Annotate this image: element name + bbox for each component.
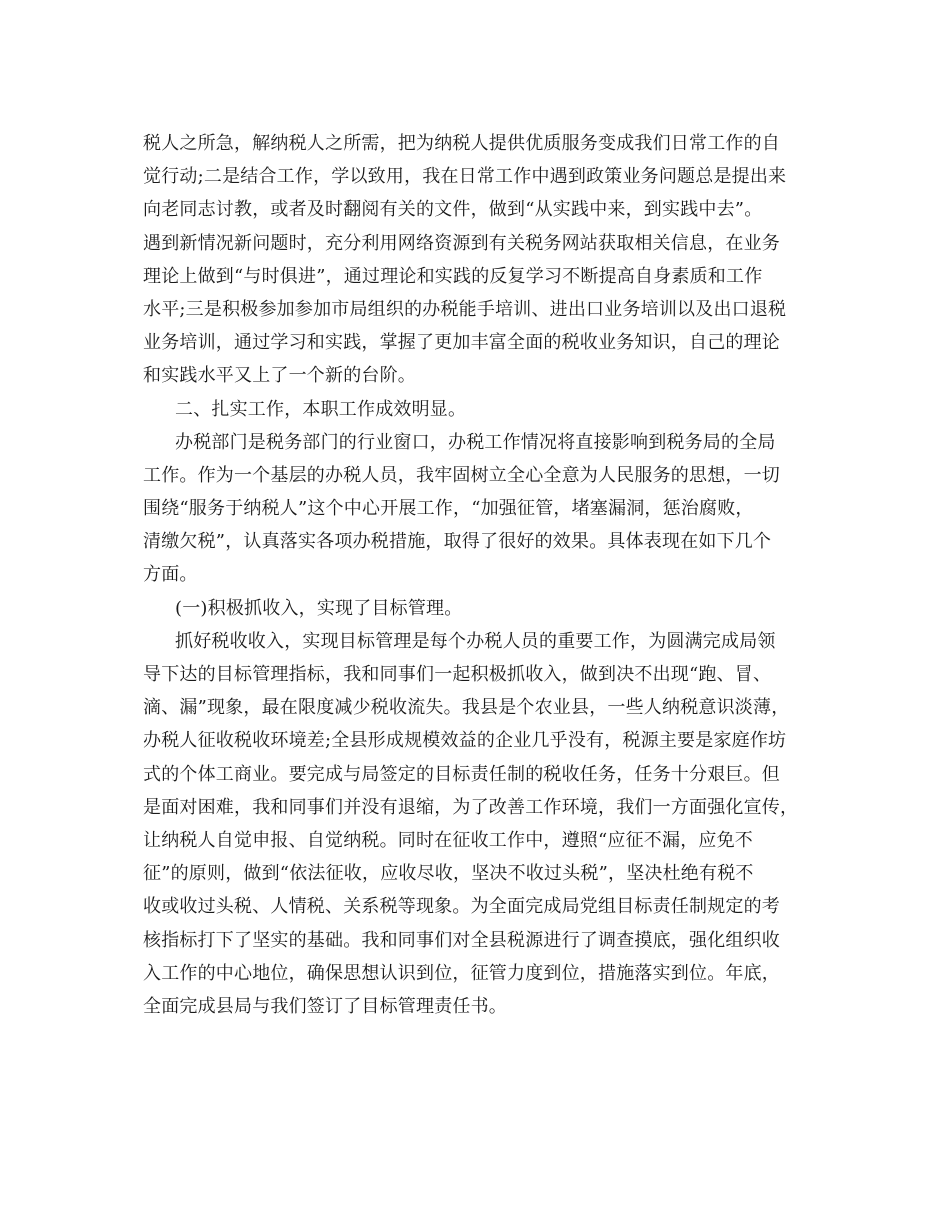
paragraph-start-line: 办税部门是税务部门的行业窗口，办税工作情况将直接影响到税务局的全局 — [175, 431, 776, 453]
text-line: 和实践水平又上了一个新的台阶。 — [143, 365, 416, 387]
text-line: 入工作的中心地位，确保思想认识到位，征管力度到位，措施落实到位。年底， — [143, 962, 780, 984]
text-line: 滴、漏”现象，最在限度减少税收流失。我县是个农业县，一些人纳税意识淡薄， — [143, 697, 790, 719]
text-line: 是面对困难，我和同事们并没有退缩，为了改善工作环境，我们一方面强化宣传， — [143, 796, 799, 818]
section-heading: 二、扎实工作，本职工作成效明显。 — [175, 398, 467, 420]
text-line: 理论上做到“与时俱进”，通过理论和实践的反复学习不断提高自身素质和工作 — [143, 265, 763, 287]
text-line: 向老同志讨教，或者及时翻阅有关的文件，做到“从实践中来，到实践中去”。 — [143, 199, 763, 221]
document-body — [143, 127, 805, 1023]
text-line: 办税人征收税收环境差;全县形成规模效益的企业几乎没有，税源主要是家庭作坊 — [143, 730, 787, 752]
text-line: 式的个体工商业。要完成与局签定的目标责任制的税收任务，任务十分艰巨。但 — [143, 763, 780, 785]
text-line: 业务培训，通过学习和实践，掌握了更加丰富全面的税收业务知识，自己的理论 — [143, 332, 780, 354]
text-line: 核指标打下了坚实的基础。我和同事们对全县税源进行了调查摸底，强化组织收 — [143, 929, 780, 951]
subsection-heading: (一)积极抓收入，实现了目标管理。 — [175, 597, 463, 619]
text-line: 工作。作为一个基层的办税人员，我牢固树立全心全意为人民服务的思想，一切 — [143, 464, 780, 486]
text-line: 税人之所急，解纳税人之所需，把为纳税人提供优质服务变成我们日常工作的自 — [143, 133, 780, 154]
text-line: 围绕“服务于纳税人”这个中心开展工作，“加强征管，堵塞漏洞，惩治腐败， — [143, 498, 754, 520]
text-line: 征”的原则，做到“依法征收，应收尽收，坚决不收过头税”，坚决杜绝有税不 — [143, 863, 754, 885]
text-line: 清缴欠税”，认真落实各项办税措施，取得了很好的效果。具体表现在如下几个 — [143, 531, 772, 553]
text-line: 遇到新情况新问题时，充分利用网络资源到有关税务网站获取相关信息，在业务 — [143, 232, 780, 254]
text-line: 觉行动;二是结合工作，学以致用，我在日常工作中遇到政策业务问题总是提出来 — [143, 166, 787, 188]
text-line: 让纳税人自觉申报、自觉纳税。同时在征收工作中，遵照“应征不漏，应免不 — [143, 829, 753, 851]
text-line: 水平;三是积极参加参加市局组织的办税能手培训、进出口业务培训以及出口退税 — [143, 298, 787, 320]
text-line: 导下达的目标管理指标，我和同事们一起积极抓收入，做到决不出现“跑、冒、 — [143, 664, 772, 685]
paragraph-start-line: 抓好税收收入，实现目标管理是每个办税人员的重要工作，为圆满完成局领 — [175, 630, 776, 652]
text-line: 方面。 — [143, 564, 198, 586]
text-line: 收或收过头税、人情税、关系税等现象。为全面完成局党组目标责任制规定的考 — [143, 896, 780, 918]
text-line: 全面完成县局与我们签订了目标管理责任书。 — [143, 995, 507, 1017]
